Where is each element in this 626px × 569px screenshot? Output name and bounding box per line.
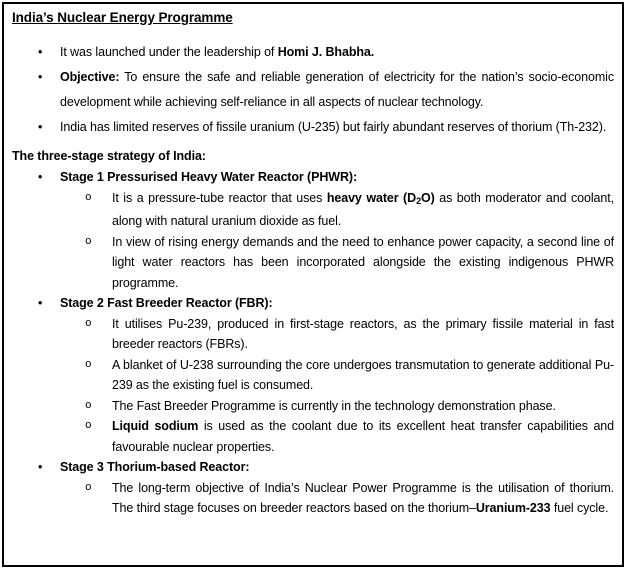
bullet-icon: • (38, 296, 43, 310)
circle-bullet-icon: o (85, 358, 92, 371)
list-item (12, 65, 614, 115)
circle-bullet-icon: o (85, 317, 92, 330)
stage-point-text: A blanket of U-238 surrounding the core undergoes transmutation to generate additional Pu-239 as the existing fuel is consumed. (112, 357, 614, 392)
bullet-icon: • (38, 120, 43, 134)
stage-title-text: Stage 1 Pressurised Heavy Water Reactor (PHWR): (60, 170, 358, 184)
list-item-text: Objective: To ensure the safe and reliable generation of electricity for the nation’s socio-economic development while achieving self-reliance in all aspects of nuclear technology. (60, 70, 614, 109)
circle-bullet-icon: o (85, 481, 92, 494)
stage-point-text: It utilises Pu-239, produced in first-stage reactors, as the primary fissile material in fast breeder reactors (FBRs). (112, 316, 614, 351)
list-item (12, 115, 614, 140)
stage-title-text: Stage 3 Thorium-based Reactor: (60, 460, 250, 474)
circle-bullet-icon: o (85, 191, 92, 204)
bullet-icon: • (38, 460, 43, 474)
stage-point-text: In view of rising energy demands and the need to enhance power capacity, a second line of light water reactors has been incorporated alongside the existing indigenous PHWR programme. (112, 234, 614, 290)
intro-list (12, 40, 614, 140)
stage-point-item (12, 396, 614, 417)
stage-point-item (12, 416, 614, 457)
stage-point-text: The long-term objective of India’s Nuclear Power Programme is the utilisation of thorium. The third stage focuses on breeder reactors based on the thorium–Uranium-233 fuel cycle. (112, 480, 614, 515)
stage-title-item (12, 457, 614, 478)
circle-bullet-icon: o (85, 399, 92, 412)
section-heading: The three-stage strategy of India: (12, 149, 206, 163)
stage-point-item (12, 188, 614, 232)
stage-point-item (12, 232, 614, 294)
stages-list (12, 167, 614, 519)
stage-point-text: Liquid sodium is used as the coolant due to its excellent heat transfer capabilities and favourable nuclear properties. (112, 419, 615, 454)
bullet-icon: • (38, 70, 43, 84)
list-item (12, 40, 614, 65)
stage-point-text: The Fast Breeder Programme is currently in the technology demonstration phase. (112, 398, 556, 413)
list-item-text: It was launched under the leadership of Homi J. Bhabha. (60, 45, 375, 59)
list-item-text: India has limited reserves of fissile uranium (U-235) but fairly abundant reserves of thorium (Th-232). (60, 120, 607, 134)
circle-bullet-icon: o (85, 420, 92, 432)
stage-title-item (12, 167, 614, 188)
bullet-icon: • (38, 170, 43, 184)
stage-title-text: Stage 2 Fast Breeder Reactor (FBR): (60, 296, 273, 310)
stage-point-item (12, 478, 614, 519)
stage-point-item (12, 355, 614, 396)
stage-point-text: It is a pressure-tube reactor that uses heavy water $(D_2O)$ as both moderator and coolant, along with natural uranium dioxide as fuel. (112, 190, 614, 228)
document-page (2, 2, 624, 567)
stage-point-item (12, 314, 614, 355)
page-title: India’s Nuclear Energy Programme (12, 10, 233, 25)
circle-bullet-icon: o (85, 235, 92, 248)
bullet-icon: • (38, 45, 43, 59)
stage-title-item (12, 293, 614, 314)
